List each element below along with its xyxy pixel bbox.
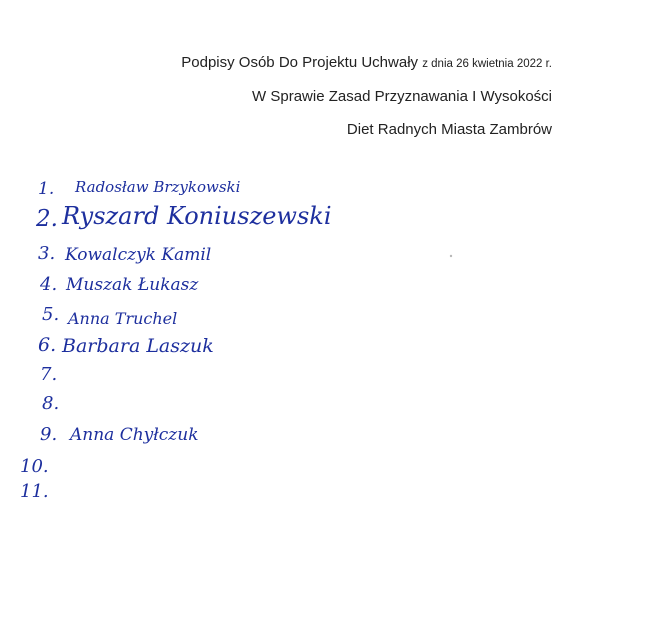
signature-number: 1. — [38, 179, 55, 199]
header-subject-line-2: Diet Radnych Miasta Zambrów — [346, 121, 552, 138]
signature-number: 10. — [20, 456, 49, 477]
signature-entry-7 — [40, 364, 57, 385]
signature-entry-5 — [42, 304, 177, 328]
signature-entry-8 — [42, 393, 59, 414]
signature-name: Anna Chyłczuk — [70, 425, 199, 445]
signature-entry-1 — [38, 178, 241, 199]
signature-number: 9. — [40, 424, 58, 445]
header-title: Podpisy Osób Do Projektu Uchwały — [181, 54, 419, 71]
signature-number: 2. — [36, 206, 58, 232]
signature-entry-9 — [40, 424, 199, 445]
header-date: z dnia 26 kwietnia 2022 r. — [422, 58, 552, 70]
signature-name: Barbara Laszuk — [62, 335, 214, 357]
signature-entry-6 — [38, 334, 214, 357]
signature-number: 11. — [20, 481, 49, 502]
signature-number: 4. — [40, 274, 58, 295]
signature-name: Radosław Brzykowski — [75, 178, 241, 196]
header-subject-line: W Sprawie Zasad Przyznawania I Wysokości — [252, 88, 552, 105]
signature-number: 5. — [42, 304, 60, 325]
signature-entry-3 — [38, 243, 211, 265]
signature-number: 6. — [38, 334, 57, 356]
signature-number: 3. — [38, 243, 56, 264]
signature-name: Ryszard Koniuszewski — [62, 202, 332, 230]
signature-number: 7. — [40, 364, 58, 385]
signature-name: Anna Truchel — [68, 309, 178, 328]
signature-entry-10 — [20, 456, 49, 477]
signature-entry-11 — [20, 481, 49, 502]
signature-entry-2 — [35, 202, 332, 232]
paper-speck — [450, 255, 452, 257]
signature-name: Kowalczyk Kamil — [65, 245, 212, 265]
signature-entry-4 — [39, 274, 199, 295]
signature-name: Muszak Łukasz — [66, 275, 199, 295]
signature-number: 8. — [42, 393, 60, 414]
